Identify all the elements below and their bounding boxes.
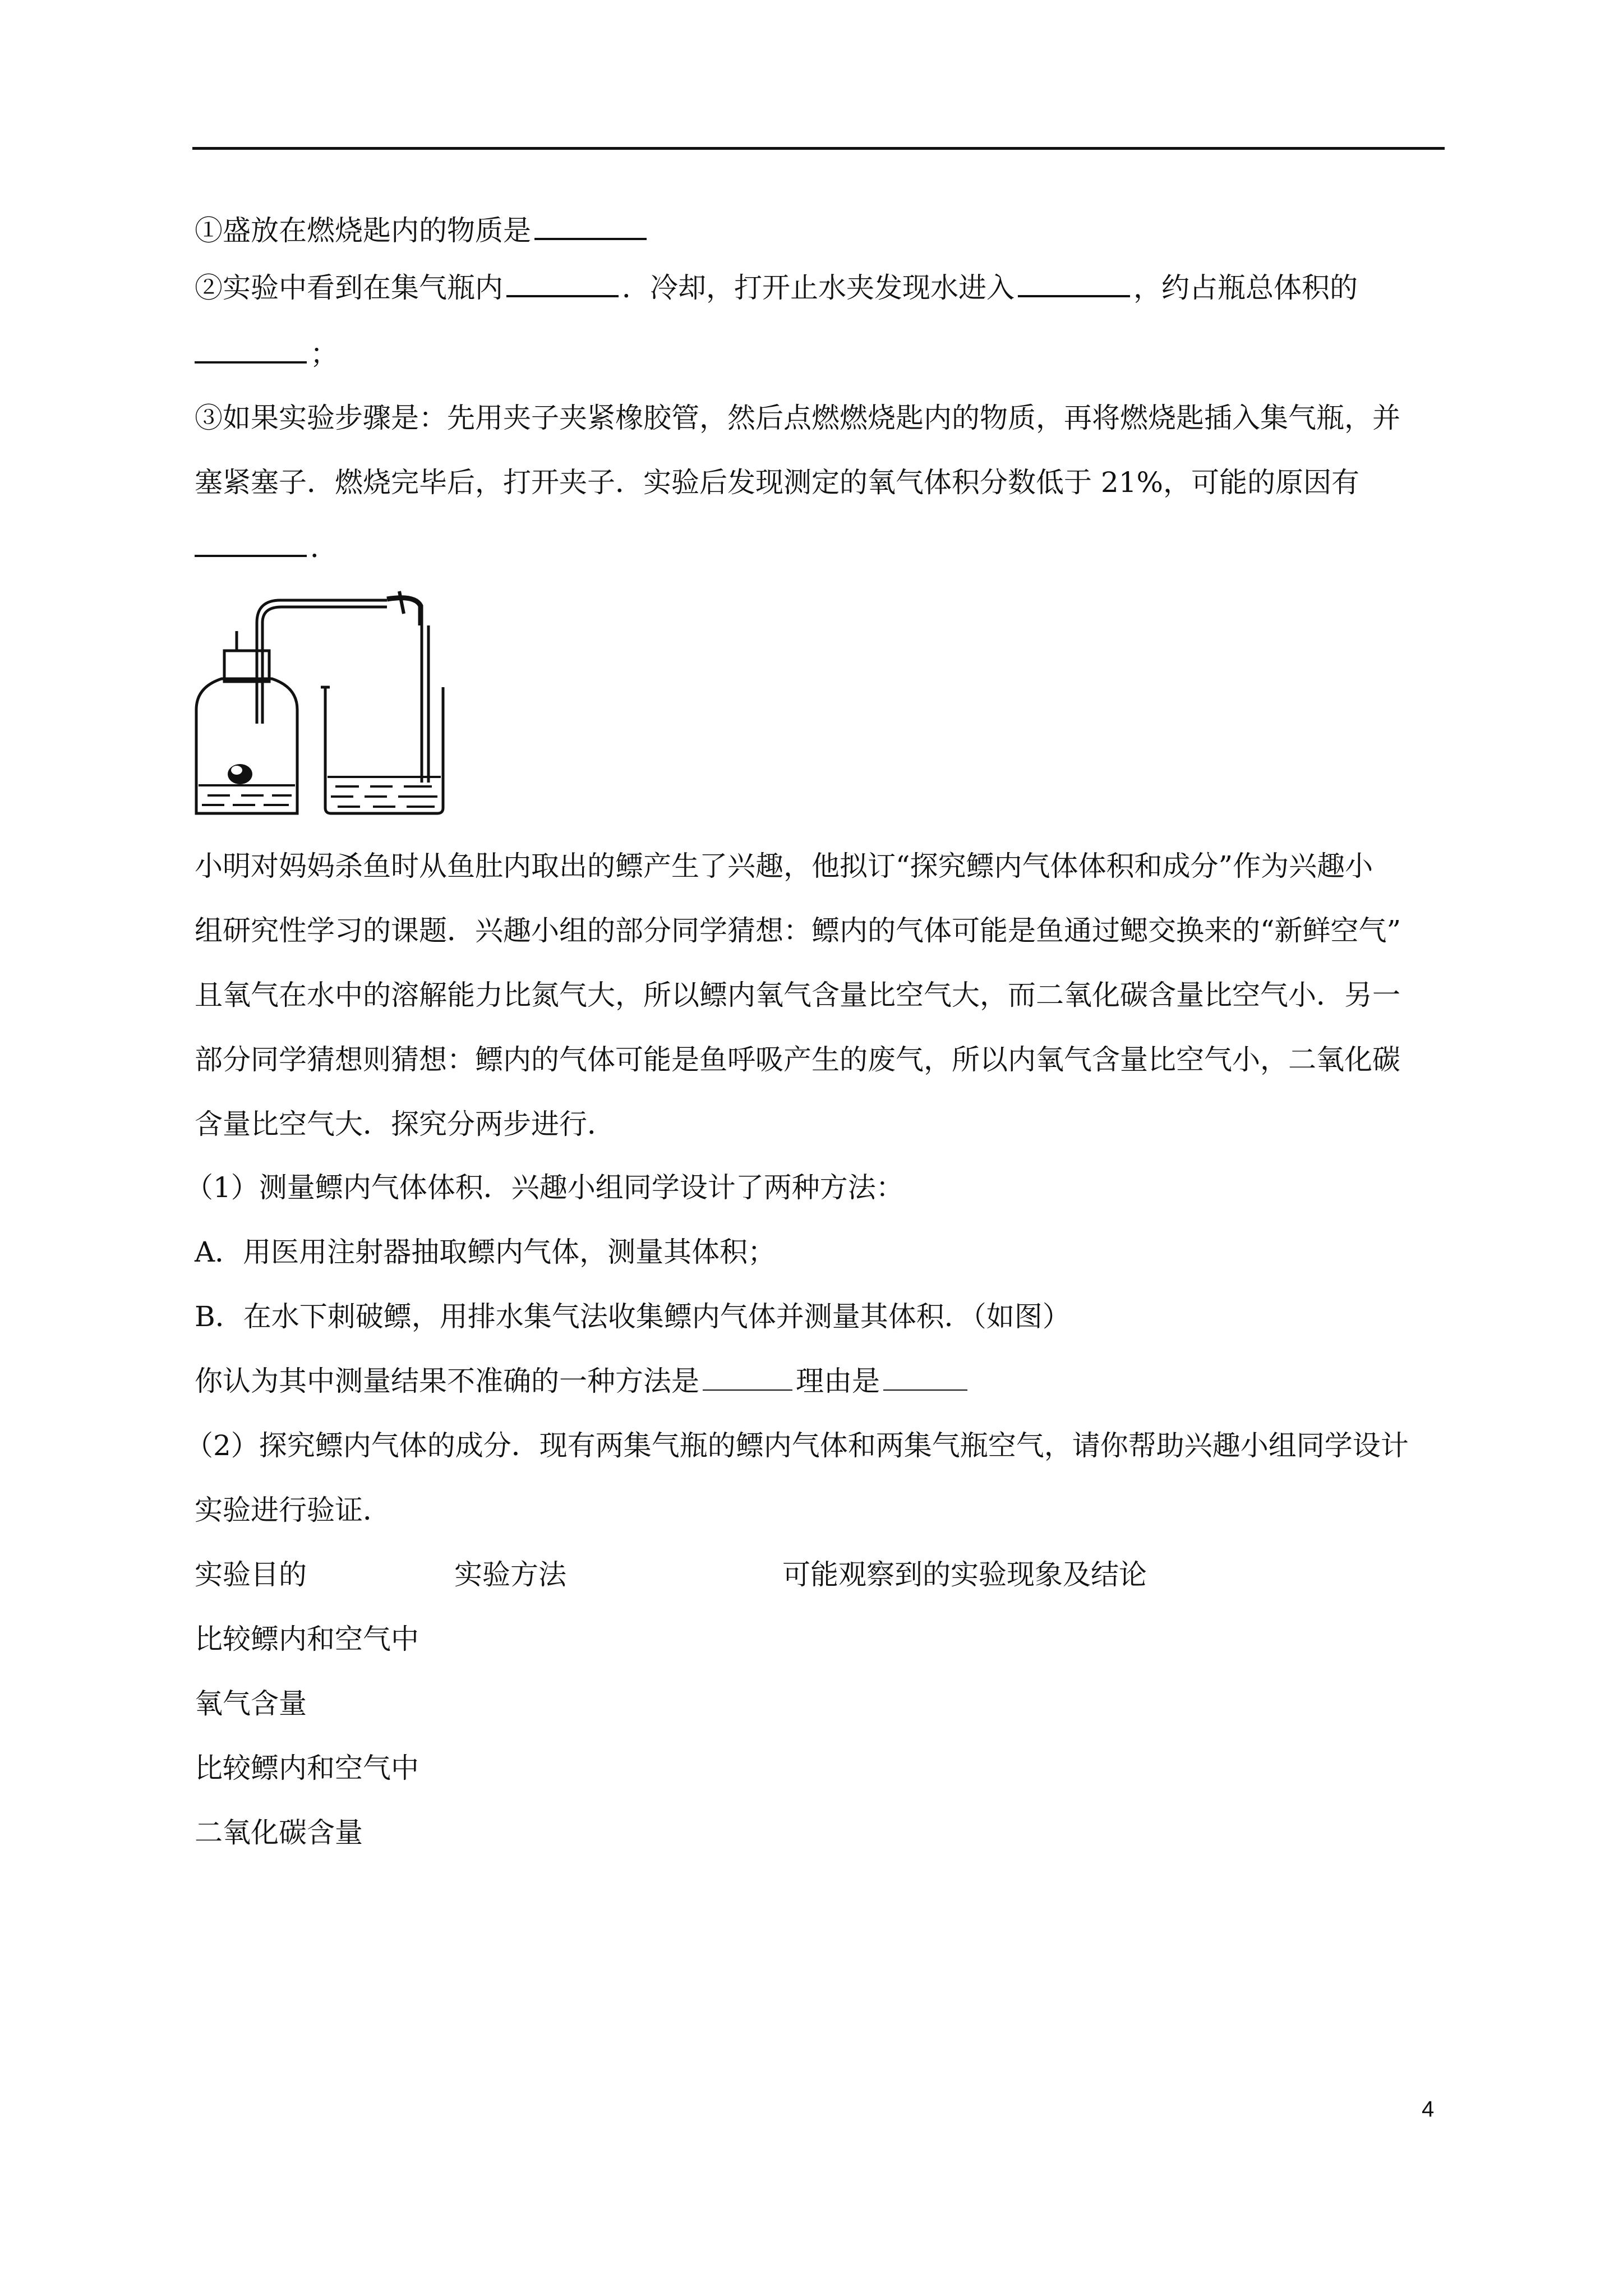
question-2-text: ②实验中看到在集气瓶内	[195, 272, 503, 304]
table-header-method: 实验方法	[454, 1558, 566, 1591]
question-2-text: ；	[310, 338, 338, 370]
table-header-purpose: 实验目的	[195, 1558, 307, 1591]
question-3-text: 塞紧塞子．燃烧完毕后，打开夹子．实验后发现测定的氧气体积分数低于 21%，可能的原因有	[195, 466, 1360, 499]
table-row-1-line2: 氧气含量	[195, 1687, 307, 1720]
paragraph-line-3	[195, 977, 1400, 1013]
paragraph-line-5	[195, 1106, 615, 1142]
question-1-text: ①盛放在燃烧匙内的物质是	[195, 214, 531, 247]
answer-blank[interactable]	[195, 335, 307, 364]
collection-bottle	[196, 679, 297, 813]
table-row-1-line1: 比较鳔内和空气中	[195, 1623, 419, 1655]
step-2-heading	[185, 1428, 1409, 1464]
method-b	[195, 1299, 1071, 1335]
table-row-2-line2: 二氧化碳含量	[195, 1816, 363, 1849]
question-text: 你认为其中测量结果不准确的一种方法是	[195, 1365, 699, 1397]
paragraph-text: 小明对妈妈杀鱼时从鱼肚内取出的鳔产生了兴趣，他拟订“探究鳔内气体体积和成分”作为兴趣小	[195, 850, 1373, 882]
page-number: 4	[1422, 2097, 1435, 2122]
method-a	[195, 1234, 776, 1270]
answer-blank[interactable]	[506, 269, 619, 297]
question-1	[195, 212, 650, 249]
answer-blank[interactable]	[534, 212, 647, 240]
question-3-text: ．	[310, 531, 338, 564]
question-2-text: ．冷却，打开止水夹发现水进入	[622, 272, 1015, 304]
header-rule	[192, 147, 1445, 150]
paragraph-line-2	[195, 913, 1401, 949]
step-2-text: 实验进行验证．	[195, 1494, 391, 1526]
step-2-line2	[195, 1492, 391, 1528]
question-3-line3	[195, 529, 338, 565]
beaker	[325, 687, 443, 813]
question-2	[195, 269, 1358, 306]
answer-blank[interactable]	[1018, 269, 1130, 297]
question-3-line2	[195, 464, 1359, 500]
method-a-text: A．用医用注射器抽取鳔内气体，测量其体积；	[195, 1236, 776, 1268]
method-b-text: B．在水下刺破鳔，用排水集气法收集鳔内气体并测量其体积．（如图）	[195, 1300, 1071, 1333]
question-3	[195, 400, 1400, 436]
answer-blank[interactable]	[195, 529, 307, 557]
step-1-question	[195, 1363, 971, 1399]
question-2-cont	[195, 335, 338, 372]
paragraph-line-1	[195, 848, 1373, 884]
answer-blank[interactable]	[883, 1364, 967, 1391]
apparatus-diagram	[191, 583, 505, 825]
question-3-text: ③如果实验步骤是：先用夹子夹紧橡胶管，然后点燃燃烧匙内的物质，再将燃烧匙插入集气瓶，并	[195, 402, 1400, 434]
step-2-text: （2）探究鳔内气体的成分．现有两集气瓶的鳔内气体和两集气瓶空气，请你帮助兴趣小组同学设计	[185, 1429, 1409, 1462]
question-text: 理由是	[796, 1365, 880, 1397]
paragraph-line-4	[195, 1042, 1400, 1078]
answer-blank[interactable]	[703, 1364, 792, 1391]
paragraph-text: 含量比空气大．探究分两步进行．	[195, 1108, 615, 1140]
step-1-heading	[185, 1170, 904, 1205]
paragraph-text: 组研究性学习的课题．兴趣小组的部分同学猜想：鳔内的气体可能是鱼通过鳃交换来的“新鲜空气”	[195, 914, 1401, 947]
step-1-text: （1）测量鳔内气体体积．兴趣小组同学设计了两种方法：	[185, 1171, 904, 1204]
table-header-observation: 可能观察到的实验现象及结论	[782, 1558, 1147, 1591]
table-row-2-line1: 比较鳔内和空气中	[195, 1752, 419, 1784]
question-2-text: ，约占瓶总体积的	[1133, 272, 1358, 304]
paragraph-text: 且氧气在水中的溶解能力比氮气大，所以鳔内氧气含量比空气大，而二氧化碳含量比空气小．另一	[195, 979, 1400, 1011]
paragraph-text: 部分同学猜想则猜想：鳔内的气体可能是鱼呼吸产生的废气，所以内氧气含量比空气小，二氧化碳	[195, 1043, 1400, 1076]
